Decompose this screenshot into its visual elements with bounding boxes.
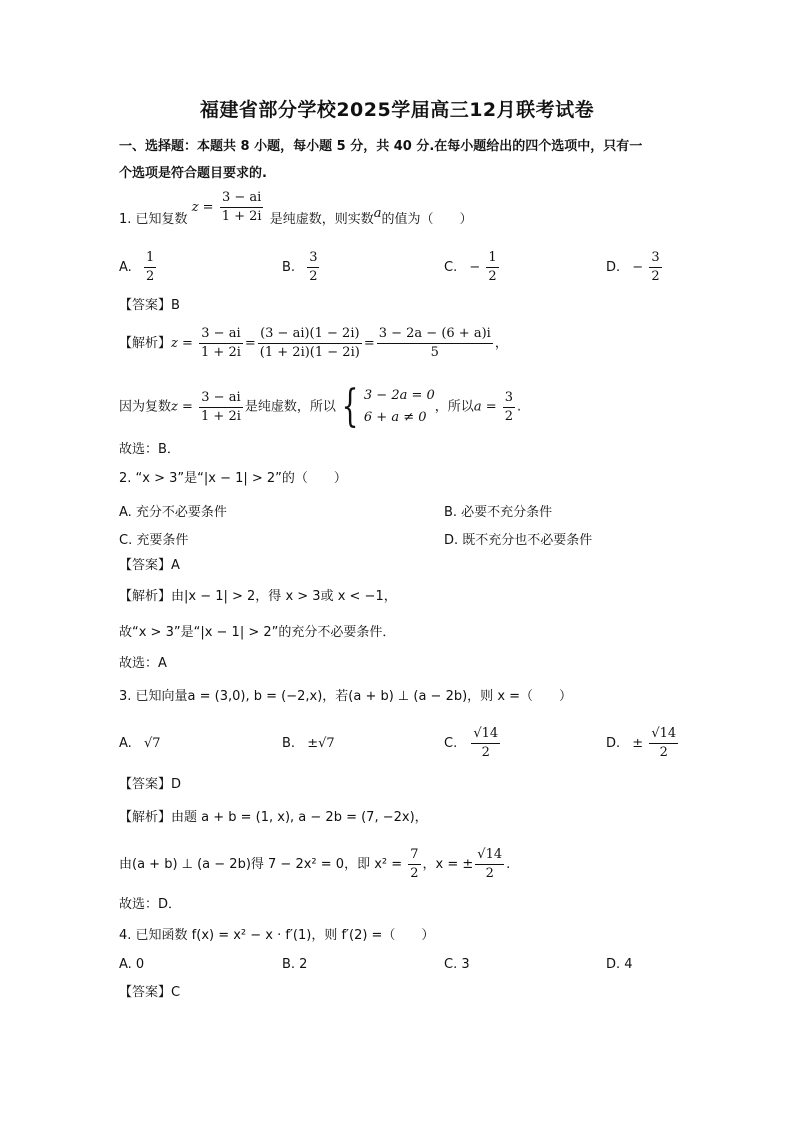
frac-den: 1 + 2i (201, 408, 241, 424)
q4-option-a[interactable]: A. 0 (119, 957, 145, 972)
q2-option-c[interactable]: C. 充要条件 (119, 533, 189, 548)
frac-den: (1 + 2i)(1 − 2i) (259, 345, 360, 360)
frac-den: 2 (485, 866, 494, 881)
option-fraction (649, 725, 678, 762)
q1-z-eq: z = (191, 200, 214, 215)
frac-den: 2 (488, 269, 497, 284)
q1-frac-den: 1 + 2i (221, 209, 262, 224)
sol-frac (199, 389, 243, 426)
frac-num: 3 (503, 389, 515, 408)
frac-num: 3 (649, 249, 661, 268)
frac-den: 2 (410, 866, 419, 881)
sol-end: . (506, 857, 511, 872)
system-eq1: 3 − 2a = 0 (363, 388, 435, 403)
option-fraction (649, 249, 661, 286)
option-letter: B. (282, 260, 296, 275)
q1-option-a[interactable] (119, 249, 158, 286)
option-letter: B. (282, 736, 296, 751)
section-instruction-line1: 一、选择题：本题共 8 小题，每小题 5 分，共 40 分.在每小题给出的四个选项中，只有一 (119, 139, 643, 154)
option-letter: A. (119, 260, 132, 275)
section-instruction-line2: 个选项是符合题目要求的. (119, 166, 267, 181)
frac-den: 2 (659, 745, 668, 760)
sol-text-b: ，x = ± (422, 857, 474, 872)
frac-den: 2 (651, 269, 660, 284)
page-title: 福建省部分学校2025学届高三12月联考试卷 (199, 99, 595, 121)
q1-option-c[interactable] (444, 249, 501, 286)
frac-num: 3 − 2a − (6 + a)i (377, 325, 493, 344)
frac-num: (3 − ai)(1 − 2i) (258, 325, 361, 344)
q2-option-b[interactable]: B. 必要不充分条件 (444, 505, 553, 520)
q3-option-a[interactable] (119, 736, 161, 751)
q1-solution-line1: 【解析】z = $\frac{3 - ai}{1 + 2i}$ = $\frac{(3 - ai)(1 - 2i)}{(1 + 2i)(1 - 2i)}$ = $\frac{3 - 2a - (6 + a)i}{5}$ ， (119, 326, 508, 360)
q3-solution-line1: 【解析】由题 a + b = (1, x), a − 2b = (7, −2x)， (119, 810, 428, 825)
q2-option-d[interactable]: D. 既不充分也不必要条件 (444, 533, 593, 548)
sol-suffix: ，所以 (434, 399, 474, 415)
q3-stem: 3. 已知向量a = (3,0), b = (−2,x)，若(a + b) ⊥ (a − 2b)，则 x =（ ） (119, 689, 573, 704)
frac-num: √14 (649, 725, 678, 744)
sol-frac3 (377, 325, 493, 362)
option-sign: − (632, 260, 644, 275)
q3-solution-line2 (119, 846, 510, 883)
option-letter: C. (444, 260, 458, 275)
frac-den: 2 (145, 269, 155, 284)
option-letter: C. (444, 736, 458, 751)
q1-stem-before: 1. 已知复数 (119, 212, 188, 227)
sol-mid: 是纯虚数，所以 (244, 399, 336, 415)
sol-z: z = (171, 399, 193, 415)
q4-answer: 【答案】C (119, 985, 181, 1000)
q2-option-a[interactable]: A. 充分不必要条件 (119, 505, 227, 520)
sol-frac2 (475, 846, 504, 883)
q2-answer: 【答案】A (119, 558, 180, 573)
q1-option-b[interactable] (282, 249, 321, 286)
q3-option-d[interactable] (606, 725, 680, 762)
left-brace: { (341, 381, 359, 432)
option-text: √7 (143, 736, 161, 751)
sol-text: 由(a + b) ⊥ (a − 2b)得 7 − 2x² = 0，即 x² = (119, 857, 403, 872)
q1-fraction (220, 189, 264, 226)
q1-option-d[interactable] (606, 249, 664, 286)
frac-den: 2 (481, 745, 490, 760)
frac-num: 3 − ai (199, 325, 242, 344)
q1-stem-after: 是纯虚数，则实数 (269, 212, 374, 227)
option-fraction (486, 249, 498, 286)
q4-option-b[interactable]: B. 2 (282, 957, 308, 972)
sol-lhs: z = (171, 336, 193, 351)
frac-num: 3 − ai (199, 389, 242, 408)
system-eq2: 6 + a ≠ 0 (363, 410, 427, 425)
sol-result (503, 389, 515, 426)
frac-den: 1 + 2i (201, 345, 241, 360)
q2-choose: 故选：A (119, 656, 167, 671)
q4-option-c[interactable]: C. 3 (444, 957, 470, 972)
equation-system (364, 385, 435, 429)
frac-num: 1 (486, 249, 498, 268)
q1-stem (119, 190, 473, 242)
sol-a: a = (473, 399, 497, 415)
q3-answer: 【答案】D (119, 777, 182, 792)
q4-stem: 4. 已知函数 f(x) = x² − x · f′(1)，则 f′(2) =（ ） (119, 928, 435, 943)
frac-num: 3 (307, 249, 319, 268)
option-fraction (307, 249, 319, 286)
q1-stem-end: 的值为（ ） (381, 212, 473, 227)
q1-choose: 故选：B． (119, 442, 180, 457)
option-fraction (144, 249, 156, 286)
q4-option-d[interactable]: D. 4 (606, 957, 633, 972)
frac-num: √14 (471, 725, 500, 744)
frac-den: 2 (309, 269, 318, 284)
jiexi-label: 【解析】 (119, 336, 172, 351)
option-sign: ± (632, 736, 644, 751)
q1-var: a (373, 206, 382, 221)
sol-frac2 (258, 325, 362, 362)
sol-prefix: 因为复数 (119, 399, 172, 415)
frac-num: √14 (475, 846, 504, 865)
q2-solution-line1: 【解析】由|x − 1| > 2，得 x > 3或 x < −1， (119, 589, 397, 604)
frac-num: 7 (408, 846, 420, 865)
q2-stem: 2. “x > 3”是“|x − 1| > 2”的（ ） (119, 471, 347, 486)
frac-den: 2 (504, 408, 514, 424)
sol-frac1 (408, 846, 420, 883)
q2-solution-line2: 故“x > 3”是“|x − 1| > 2”的充分不必要条件． (119, 625, 396, 640)
option-letter: D. (606, 260, 621, 275)
frac-den: 5 (430, 345, 439, 360)
q1-solution-line2: 因为复数z = $\frac{3 - ai}{1 + 2i}$ 是纯虚数，所以 { 3 − 2a = 0 6 + a ≠ 0 ，所以a = $\frac{3}{2}$ . (119, 381, 522, 432)
q1-frac-num: 3 − ai (220, 189, 263, 208)
option-sign: − (469, 260, 481, 275)
option-letter: A. (119, 736, 132, 751)
sol-frac1 (199, 325, 243, 362)
frac-num: 1 (144, 249, 156, 268)
q3-option-c[interactable] (444, 725, 502, 762)
q1-answer: 【答案】B (119, 298, 180, 313)
option-letter: D. (606, 736, 621, 751)
q3-option-b[interactable] (282, 736, 335, 751)
option-text: ±√7 (307, 736, 335, 751)
option-fraction (471, 725, 500, 762)
q3-choose: 故选：D． (119, 897, 182, 912)
